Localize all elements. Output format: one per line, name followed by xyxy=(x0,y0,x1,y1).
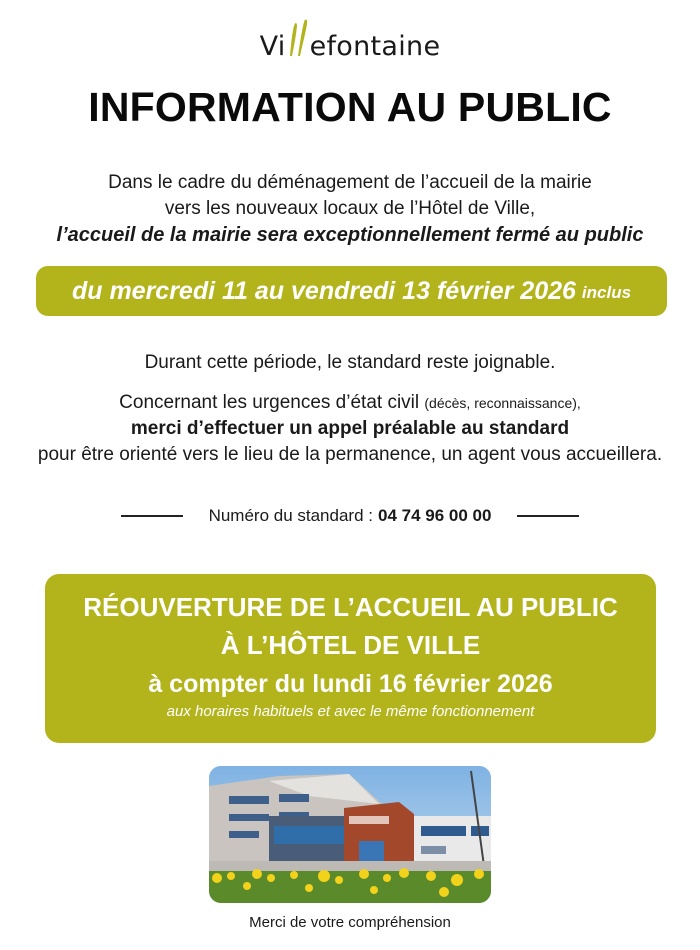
call-instruction: merci d’effectuer un appel préalable au standard xyxy=(130,418,570,439)
reopening-note: aux horaires habituels et avec le même fonctionnement xyxy=(166,703,535,720)
intro-paragraph xyxy=(0,170,700,248)
phone-number[interactable]: 04 74 96 00 00 xyxy=(377,506,492,525)
reopening-box xyxy=(45,574,656,743)
double-leaf-icon xyxy=(287,22,309,62)
closure-dates-banner xyxy=(36,266,667,316)
info-section xyxy=(0,350,700,468)
phone-label: Numéro du standard : xyxy=(208,506,373,525)
logo-text-suffix: efontaine xyxy=(309,31,441,62)
page-title: INFORMATION AU PUBLIC xyxy=(88,84,612,130)
closure-dates: du mercredi 11 au vendredi 13 février 2026 xyxy=(71,276,576,305)
divider-right xyxy=(517,515,579,517)
reopening-heading-1: RÉOUVERTURE DE L’ACCUEIL AU PUBLIC xyxy=(83,592,618,622)
closure-statement: l’accueil de la mairie sera exceptionnellement fermé au public xyxy=(56,224,644,246)
phone-row xyxy=(0,506,700,526)
urgences-line xyxy=(0,390,700,416)
reopening-date: à compter du lundi 16 février 2026 xyxy=(148,670,553,698)
orientation-note: pour être orienté vers le lieu de la permanence, un agent vous accueillera. xyxy=(37,444,663,465)
logo xyxy=(0,14,700,64)
reopening-heading-2: À L’HÔTEL DE VILLE xyxy=(220,630,481,660)
closure-dates-suffix: inclus xyxy=(581,283,632,302)
intro-line-2: vers les nouveaux locaux de l’Hôtel de Ville, xyxy=(164,198,536,219)
thanks-message: Merci de votre compréhension xyxy=(249,914,451,931)
intro-line-1: Dans le cadre du déménagement de l’accueil de la mairie xyxy=(108,172,592,193)
divider-left xyxy=(121,515,183,517)
logo-text-prefix: Vi xyxy=(259,31,286,62)
urgences-prefix: Concernant les urgences d’état civil xyxy=(119,392,420,413)
urgences-detail: (décès, reconnaissance), xyxy=(424,395,581,411)
hotel-de-ville-photo xyxy=(209,766,491,903)
standard-note: Durant cette période, le standard reste joignable. xyxy=(144,352,556,373)
